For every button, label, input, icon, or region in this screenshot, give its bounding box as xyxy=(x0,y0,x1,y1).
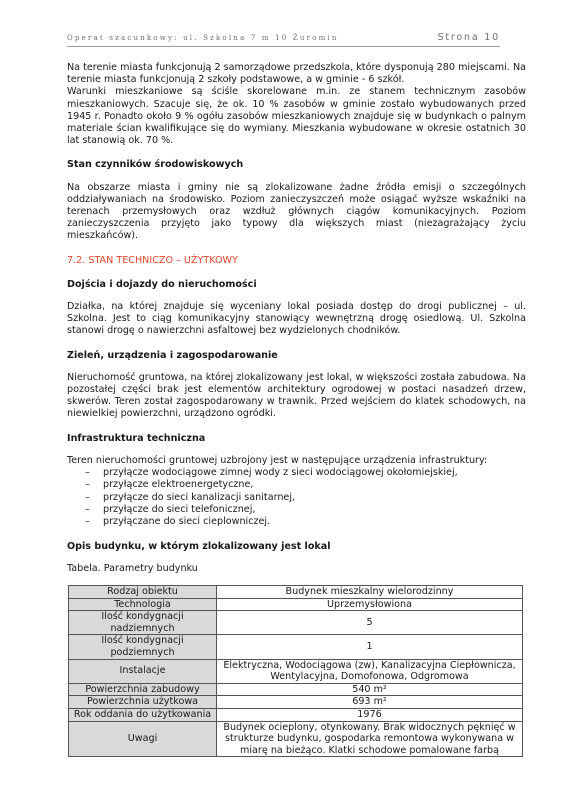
table-caption: Tabela. Parametry budynku xyxy=(67,562,198,574)
intro-paragraph-1: Na terenie miasta funkcjonują 2 samorządowe przedszkola, które dysponują 280 miejscami. Na terenie miasta funkcjonują 2 szkoły podstawowe, a w gminie - 6 szkół. xyxy=(67,62,526,86)
table-label-cell: Ilość kondygnacji podziemnych xyxy=(69,635,217,659)
table-row xyxy=(69,659,523,683)
header-divider xyxy=(67,46,500,47)
list-item: – przyłącze wodociągowe zimnej wody z sieci wodociągowej okołomiejskiej, xyxy=(85,467,458,479)
table-value-cell: 1976 xyxy=(217,708,523,721)
list-item: – przyłącze do sieci kanalizacji sanitarnej, xyxy=(85,491,296,503)
table-label-cell: Rok oddania do użytkowania xyxy=(69,708,217,721)
environment-text: Na obszarze miasta i gminy nie są zlokalizowane żadne źródła emisji o szczególnych oddziaływaniach na środowisko. Poziom zanieczyszczeń może osiągać wyższe wskaźniki na terenach przemysłowych oraz wzdłuż głównych ciągów komunikacyjnych. Poziom zanieczyszczenia przyjęto jako typowy dla większych miast (niezagrażający życiu mieszkańców). xyxy=(67,181,526,242)
building-parameters-table xyxy=(68,585,523,757)
table-row xyxy=(69,721,523,757)
page-content xyxy=(67,62,526,757)
table-row xyxy=(69,708,523,721)
table-value-cell: 693 m² xyxy=(217,696,523,709)
section-title: 7.2. STAN TECHNICZO – UŻYTKOWY xyxy=(67,254,238,266)
table-value-cell: Budynek mieszkalny wielorodzinny xyxy=(217,585,523,598)
page-header xyxy=(67,30,500,46)
list-item: – przyłączane do sieci cieplowniczej. xyxy=(85,516,271,528)
table-label-cell: Ilość kondygnacji nadziemnych xyxy=(69,611,217,635)
document-title: Operat szacunkowy: ul. Szkolna 7 m 10 Żuromin xyxy=(67,34,339,42)
greenery-text: Nieruchomość gruntowa, na której zlokalizowany jest lokal, w większości została zabudowa. Na pozostałej części brak jest elementów architektury ogrodowej w postaci nasadzeń drzew, skwerów. Teren został zagospodarowany w trawnik. Przed wejściem do klatek schodowych, na niewielkiej powierzchni, urządzono ogródki. xyxy=(67,371,526,420)
table-row xyxy=(69,585,523,598)
table-value-cell: Budynek ocieplony, otynkowany. Brak widocznych pęknięć w strukturze budynku, gospodarka remontowa wykonywana w miarę na bieżąco. Klatki schodowe pomalowane farbą xyxy=(217,721,523,757)
infrastructure-intro: Teren nieruchomości gruntowej uzbrojony jest w następujące urządzenia infrastruktury: xyxy=(67,454,488,466)
table-row xyxy=(69,635,523,659)
table-value-cell: 5 xyxy=(217,611,523,635)
table-label-cell: Instalacje xyxy=(69,659,217,683)
list-item: – przyłącze elektroenergetyczne, xyxy=(85,479,254,491)
list-item: – przyłącze do sieci telefonicznej, xyxy=(85,503,256,515)
table-row xyxy=(69,598,523,611)
infrastructure-heading: Infrastruktura techniczna xyxy=(67,432,206,444)
table-label-cell: Technologia xyxy=(69,598,217,611)
table-label-cell: Uwagi xyxy=(69,721,217,757)
greenery-heading: Zieleń, urządzenia i zagospodarowanie xyxy=(67,349,278,361)
table-label-cell: Powierzchnia zabudowy xyxy=(69,683,217,696)
table-label-cell: Powierzchnia użytkowa xyxy=(69,696,217,709)
page-number: Strona 10 xyxy=(437,32,500,43)
environment-heading: Stan czynników środowiskowych xyxy=(67,159,244,171)
table-row xyxy=(69,611,523,635)
table-value-cell: Elektryczna, Wodociągowa (zw), Kanalizacyjna Ciepłownicza, Wentylacyjna, Domofonowa, Odgromowa xyxy=(217,659,523,683)
table-row xyxy=(69,683,523,696)
table-row xyxy=(69,696,523,709)
table-label-cell: Rodzaj obiektu xyxy=(69,585,217,598)
infrastructure-list xyxy=(67,467,526,528)
table-value-cell: Uprzemysłowiona xyxy=(217,598,523,611)
intro-paragraph-2: Warunki mieszkaniowe są ściśle skorelowane m.in. ze stanem technicznym zasobów mieszkaniowych. Szacuje się, że ok. 10 % zasobów w gminie zostało wybudowanych przed 1945 r. Ponadto około 9 % ogółu zasobów mieszkaniowych znajduje się w budynkach o palnym materiale ścian kwalifikujące się do wymiany. Mieszkania wybudowane w okresie ostatnich 30 lat stanowią ok. 70 %. xyxy=(67,86,526,147)
access-text: Działka, na której znajduje się wyceniany lokal posiada dostęp do drogi publicznej – ul. Szkolna. Jest to ciąg komunikacyjny stanowiący wewnętrzną drogę osiedlową. Ul. Szkolna stanowi drogę o nawierzchni asfaltowej bez wydzielonych chodników. xyxy=(67,301,526,337)
access-heading: Dojścia i dojazdy do nieruchomości xyxy=(67,278,257,290)
table-value-cell: 1 xyxy=(217,635,523,659)
building-heading: Opis budynku, w którym zlokalizowany jest lokal xyxy=(67,540,331,552)
table-value-cell: 540 m² xyxy=(217,683,523,696)
